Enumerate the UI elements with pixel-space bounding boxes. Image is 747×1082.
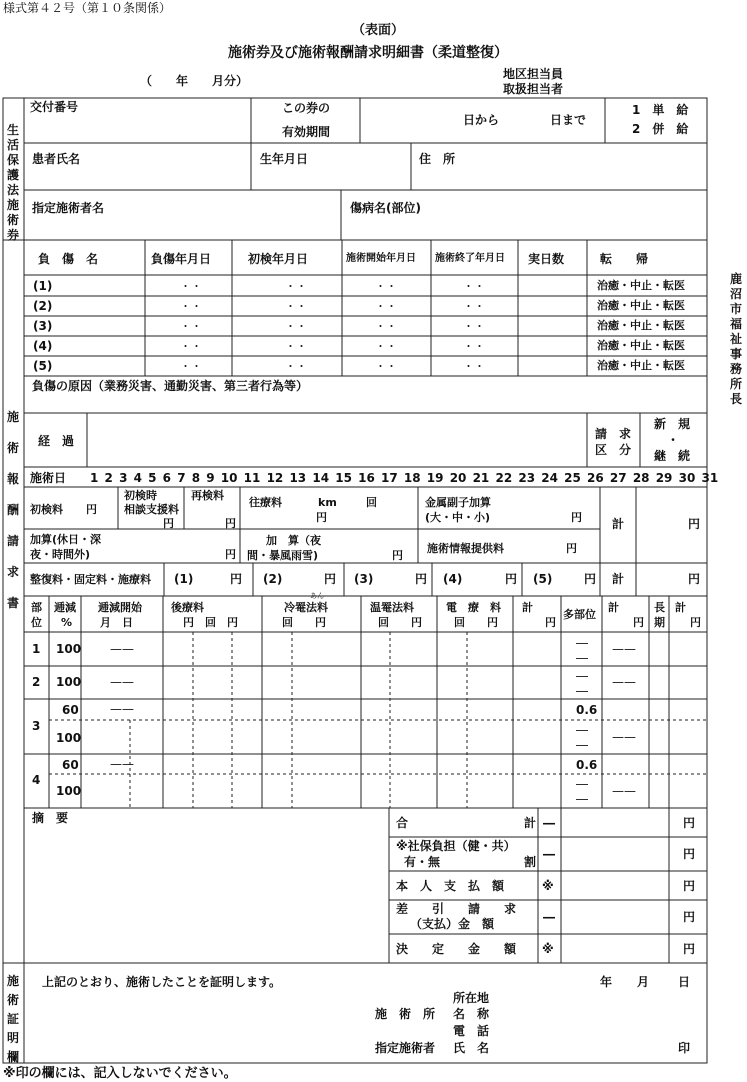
treatment-day: 2 bbox=[104, 471, 120, 485]
total-sum-label: 合 bbox=[396, 816, 409, 830]
summary-label: 摘 要 bbox=[32, 811, 69, 825]
treatment-day: 19 bbox=[426, 471, 450, 485]
date-dots: ・・ bbox=[463, 320, 485, 333]
date-dots: ・・ bbox=[180, 320, 202, 333]
injury-name-label: 傷病名(部位) bbox=[350, 201, 421, 215]
treatment-days bbox=[90, 472, 718, 484]
certificate-section-label-text: 施 術 証 明 欄 bbox=[6, 974, 19, 1064]
fixed-slot-3: (3) bbox=[354, 572, 374, 586]
dh-electro-1: 電 療 料 bbox=[446, 601, 501, 614]
dh-decrease-1: 逓減 bbox=[54, 601, 76, 614]
outcome-options: 治癒・中止・転医 bbox=[597, 319, 685, 332]
info-fee-label: 施術情報提供料 bbox=[427, 542, 504, 555]
claim-continue-label: 継 続 bbox=[654, 449, 691, 463]
claim-dot: ・ bbox=[667, 433, 680, 447]
header-first-exam-date: 初検年月日 bbox=[248, 252, 309, 266]
dh-long-total-1: 計 bbox=[675, 601, 686, 614]
valid-period-label-1: この券の bbox=[282, 101, 331, 115]
decided-amount-label: 決 定 金 額 bbox=[396, 942, 517, 956]
header-outcome: 転 帰 bbox=[600, 252, 649, 266]
part-row-3-multi: 0.6 bbox=[576, 703, 598, 717]
header-start-date: 施術開始年月日 bbox=[346, 253, 416, 264]
fixed-slot-5-yen: 円 bbox=[584, 572, 597, 586]
part-row-2-multi-dash: ― bbox=[576, 669, 588, 683]
dh-multi-part: 多部位 bbox=[563, 608, 596, 621]
dh-subtotal-1: 計 bbox=[522, 601, 533, 614]
ticket-section-label bbox=[6, 123, 20, 243]
seal-label: 印 bbox=[678, 1041, 691, 1055]
part-row-1-total-dash: —— bbox=[612, 642, 636, 656]
header-injury-date: 負傷年月日 bbox=[151, 252, 212, 266]
part-row-2-number: 2 bbox=[32, 675, 41, 689]
treatment-day: 3 bbox=[119, 471, 134, 485]
date-dots: ・・ bbox=[285, 300, 307, 313]
billing-period: （ 年 月分） bbox=[140, 74, 249, 88]
cert-month: 月 bbox=[637, 975, 650, 989]
dh-part-2: 位 bbox=[31, 616, 42, 629]
claim-balance-label-2: （支払）金 額 bbox=[410, 917, 495, 931]
dh-cold-ruby: あん bbox=[310, 592, 324, 600]
date-dots: ・・ bbox=[180, 300, 202, 313]
part-row-1-number: 1 bbox=[32, 642, 41, 656]
treatment-day: 5 bbox=[148, 471, 163, 485]
part-row-4-multi: 0.6 bbox=[576, 758, 598, 772]
part-row-3-percent-a: 60 bbox=[62, 703, 79, 717]
part-row-2-percent: 100 bbox=[56, 675, 82, 689]
dh-cold-compress-1: 冷罨法料 bbox=[284, 601, 328, 614]
handling-staff-label: 取扱担当者 bbox=[503, 82, 564, 96]
part-row-4-total-dash: —— bbox=[612, 784, 636, 798]
fixed-slot-4-yen: 円 bbox=[505, 572, 518, 586]
treatment-day: 14 bbox=[312, 471, 336, 485]
part-row-3-multi-dash: ― bbox=[576, 723, 588, 737]
house-call-fee-label: 往療料 bbox=[249, 496, 282, 509]
metal-splint-label-2: (大・中・小) bbox=[425, 511, 491, 524]
clinic-label: 施 術 所 bbox=[375, 1007, 436, 1021]
total-sum-dash: ― bbox=[543, 816, 555, 830]
welfare-office-director-text: 鹿 沼 市 福 祉 事 務 所 長 bbox=[729, 272, 742, 406]
date-dots: ・・ bbox=[463, 280, 485, 293]
fixed-fee-label: 整復料・固定料・施療料 bbox=[30, 573, 151, 586]
first-visit-fee-label: 初検料 bbox=[30, 503, 63, 516]
fixed-total-label: 計 bbox=[612, 572, 625, 586]
date-dots: ・・ bbox=[285, 320, 307, 333]
date-dots: ・・ bbox=[180, 280, 202, 293]
clinic-location-label: 所在地 bbox=[453, 991, 490, 1005]
valid-period-label-2: 有効期間 bbox=[282, 125, 331, 139]
footnote: ※印の欄には、記入しないでください。 bbox=[3, 1066, 237, 1081]
form-number: 様式第４２号（第１０条関係） bbox=[3, 1, 172, 15]
welfare-office-director bbox=[729, 272, 743, 407]
insurance-share-dash: ― bbox=[543, 847, 555, 861]
clinic-phone-label: 電 話 bbox=[453, 1024, 490, 1038]
decided-amount-yen: 円 bbox=[683, 942, 696, 956]
dh-decrease-start-1: 逓減開始 bbox=[98, 601, 142, 614]
treatment-day: 23 bbox=[518, 471, 542, 485]
treatment-day: 10 bbox=[220, 471, 244, 485]
combined-benefit-label: 2 併 給 bbox=[632, 122, 689, 136]
date-dots: ・・ bbox=[463, 300, 485, 313]
metal-splint-label-1: 金属副子加算 bbox=[425, 496, 491, 509]
date-dots: ・・ bbox=[375, 340, 397, 353]
patient-name-label: 患者氏名 bbox=[32, 152, 81, 166]
dh-long-term-1: 長 bbox=[654, 601, 665, 614]
insurance-share-rate: 割 bbox=[524, 855, 537, 869]
row-number: (2) bbox=[33, 299, 53, 313]
treatment-day: 11 bbox=[243, 471, 267, 485]
part-row-4-multi-dash: ― bbox=[576, 792, 588, 806]
insurance-share-label-2: 有・無 bbox=[404, 855, 441, 869]
treatment-day: 26 bbox=[587, 471, 610, 485]
claim-class-label-1: 請 求 bbox=[595, 427, 632, 441]
injury-cause-label: 負傷の原因（業務災害、通勤災害、第三者行為等） bbox=[32, 379, 309, 393]
fixed-slot-1: (1) bbox=[174, 572, 194, 586]
treatment-day: 13 bbox=[289, 471, 313, 485]
self-pay-label: 本 人 支 払 額 bbox=[396, 879, 505, 893]
treatment-day: 6 bbox=[162, 471, 178, 485]
single-benefit-label: 1 単 給 bbox=[632, 103, 689, 117]
claim-balance-yen: 円 bbox=[683, 910, 696, 924]
treatment-day: 1 bbox=[90, 471, 105, 485]
practitioner-cert-label: 指定施術者 bbox=[375, 1041, 436, 1055]
treatment-day: 22 bbox=[495, 471, 519, 485]
treatment-day: 18 bbox=[403, 471, 427, 485]
addon-night-label-1: 加 算（夜 bbox=[266, 534, 321, 547]
header-actual-days: 実日数 bbox=[528, 252, 565, 266]
addon-holiday-label-1: 加算(休日・深 bbox=[30, 533, 102, 546]
statement-section-label bbox=[6, 402, 20, 619]
dh-warm-compress-2: 回 円 bbox=[378, 616, 422, 629]
part-row-1-multi-dash: ― bbox=[576, 651, 588, 665]
valid-from-label: 日から bbox=[463, 113, 500, 127]
treatment-day: 21 bbox=[472, 471, 496, 485]
header-injury-name: 負 傷 名 bbox=[38, 252, 99, 266]
house-call-times: 回 bbox=[366, 496, 377, 509]
part-row-3-total-dash: —— bbox=[612, 730, 636, 744]
treatment-day: 15 bbox=[335, 471, 359, 485]
date-dots: ・・ bbox=[285, 360, 307, 373]
date-dots: ・・ bbox=[285, 340, 307, 353]
date-dots: ・・ bbox=[375, 280, 397, 293]
support-fee-label-1: 初検時 bbox=[124, 489, 157, 502]
dh-after-treatment-1: 後療料 bbox=[171, 601, 204, 614]
insurance-share-yen: 円 bbox=[683, 847, 696, 861]
district-staff-label: 地区担当員 bbox=[503, 67, 564, 81]
dh-warm-compress-1: 温罨法料 bbox=[370, 601, 414, 614]
part-row-4-percent-b: 100 bbox=[56, 784, 82, 798]
part-row-4-dash: —— bbox=[110, 757, 134, 771]
outcome-options: 治癒・中止・転医 bbox=[597, 359, 685, 372]
row-number: (1) bbox=[33, 279, 53, 293]
addon-holiday-label-2: 夜・時間外) bbox=[30, 548, 91, 561]
treatment-day: 9 bbox=[206, 471, 221, 485]
claim-new-label: 新 規 bbox=[654, 417, 691, 431]
part-row-4-multi-dash: ― bbox=[576, 777, 588, 791]
metal-splint-yen: 円 bbox=[571, 511, 582, 524]
treatment-day: 25 bbox=[564, 471, 588, 485]
row-number: (3) bbox=[33, 319, 53, 333]
date-dots: ・・ bbox=[463, 360, 485, 373]
date-dots: ・・ bbox=[285, 280, 307, 293]
cert-year: 年 bbox=[600, 975, 613, 989]
dh-after-treatment-2: 円 回 円 bbox=[183, 616, 238, 629]
dh-long-term-2: 期 bbox=[654, 616, 665, 629]
date-dots: ・・ bbox=[375, 320, 397, 333]
part-row-1-percent: 100 bbox=[56, 642, 82, 656]
part-row-3-dash: —— bbox=[110, 702, 134, 716]
part-row-4-percent-a: 60 bbox=[62, 758, 79, 772]
info-fee-yen: 円 bbox=[566, 542, 577, 555]
treatment-days-label: 施術日 bbox=[30, 471, 67, 485]
insurance-share-label-1: ※社保負担（健・共） bbox=[396, 839, 516, 853]
treatment-day: 4 bbox=[133, 471, 149, 485]
addon-holiday-yen: 円 bbox=[225, 548, 236, 561]
issue-number-label: 交付番号 bbox=[30, 100, 79, 114]
self-pay-yen: 円 bbox=[683, 879, 696, 893]
treatment-day: 27 bbox=[609, 471, 633, 485]
form-title: 施術券及び施術報酬請求明細書（柔道整復） bbox=[228, 45, 508, 61]
treatment-day: 24 bbox=[541, 471, 565, 485]
certificate-statement: 上記のとおり、施術したことを証明します。 bbox=[42, 975, 282, 989]
fixed-slot-1-yen: 円 bbox=[230, 572, 243, 586]
claim-balance-dash: ― bbox=[543, 910, 555, 924]
house-call-yen: 円 bbox=[316, 511, 327, 524]
part-row-2-multi-dash: ― bbox=[576, 684, 588, 698]
dh-multi-total-1: 計 bbox=[608, 601, 619, 614]
cert-day: 日 bbox=[678, 975, 691, 989]
total-sum-label-right: 計 bbox=[524, 816, 537, 830]
statement-section-label-text: 施 術 報 酬 請 求 書 bbox=[6, 410, 19, 610]
claim-class-label-2: 区 分 bbox=[595, 443, 632, 457]
treatment-day: 30 bbox=[678, 471, 702, 485]
part-row-2-total-dash: —— bbox=[612, 675, 636, 689]
support-fee-label-2: 相談支援料 bbox=[124, 503, 179, 516]
treatment-day: 8 bbox=[191, 471, 207, 485]
fixed-total-yen: 円 bbox=[688, 572, 701, 586]
fixed-slot-5: (5) bbox=[533, 572, 553, 586]
treatment-day: 17 bbox=[381, 471, 404, 485]
dh-decrease-2: % bbox=[61, 616, 73, 629]
self-pay-star: ※ bbox=[542, 879, 554, 893]
date-dots: ・・ bbox=[180, 360, 202, 373]
clinic-name-label: 名 称 bbox=[453, 1007, 490, 1021]
row-number: (5) bbox=[33, 359, 53, 373]
dh-subtotal-2: 円 bbox=[545, 616, 556, 629]
ticket-section-label-text: 生 活 保 護 法 施 術 券 bbox=[6, 123, 19, 242]
address-label: 住 所 bbox=[419, 152, 456, 166]
dh-decrease-start-2: 月 日 bbox=[100, 616, 133, 629]
date-dots: ・・ bbox=[463, 340, 485, 353]
outcome-options: 治癒・中止・転医 bbox=[597, 279, 685, 292]
dh-multi-total-2: 円 bbox=[633, 616, 644, 629]
practitioner-label: 指定施術者名 bbox=[32, 201, 105, 215]
treatment-day: 28 bbox=[632, 471, 656, 485]
addon-night-yen: 円 bbox=[392, 549, 403, 562]
treatment-day: 31 bbox=[701, 471, 719, 485]
recheck-fee-label: 再検料 bbox=[191, 489, 224, 502]
claim-balance-label-1: 差 引 請 求 bbox=[396, 902, 517, 916]
fee-total-yen: 円 bbox=[688, 517, 701, 531]
decided-amount-star: ※ bbox=[542, 942, 554, 956]
treatment-day: 12 bbox=[266, 471, 290, 485]
treatment-day: 16 bbox=[358, 471, 382, 485]
row-number: (4) bbox=[33, 339, 53, 353]
part-row-4-number: 4 bbox=[32, 773, 41, 787]
treatment-day: 7 bbox=[177, 471, 192, 485]
fixed-slot-2-yen: 円 bbox=[324, 572, 337, 586]
part-row-3-percent-b: 100 bbox=[56, 731, 82, 745]
birthdate-label: 生年月日 bbox=[260, 152, 309, 166]
outcome-options: 治癒・中止・転医 bbox=[597, 339, 685, 352]
fixed-slot-3-yen: 円 bbox=[415, 572, 428, 586]
practitioner-name-label: 氏 名 bbox=[453, 1041, 490, 1055]
part-row-1-dash: —— bbox=[110, 642, 134, 656]
fixed-slot-4: (4) bbox=[443, 572, 463, 586]
treatment-day: 29 bbox=[655, 471, 679, 485]
date-dots: ・・ bbox=[375, 360, 397, 373]
side-label: （表面） bbox=[352, 23, 405, 38]
part-row-3-number: 3 bbox=[32, 719, 41, 733]
date-dots: ・・ bbox=[375, 300, 397, 313]
total-sum-yen: 円 bbox=[683, 816, 696, 830]
addon-night-label-2: 間・暴風雨雪) bbox=[247, 549, 319, 562]
certificate-section-label bbox=[6, 972, 20, 1067]
recheck-fee-yen: 円 bbox=[225, 517, 236, 530]
part-row-2-dash: —— bbox=[110, 675, 134, 689]
treatment-day: 20 bbox=[449, 471, 473, 485]
dh-cold-compress-2: 回 円 bbox=[282, 616, 326, 629]
house-call-km: km bbox=[318, 496, 337, 509]
dh-electro-2: 回 円 bbox=[454, 616, 498, 629]
valid-to-label: 日まで bbox=[550, 113, 587, 127]
dh-part-1: 部 bbox=[31, 601, 42, 614]
support-fee-yen: 円 bbox=[163, 517, 174, 530]
first-visit-fee-yen: 円 bbox=[86, 503, 97, 516]
fixed-slot-2: (2) bbox=[263, 572, 283, 586]
fee-total-label: 計 bbox=[612, 517, 625, 531]
date-dots: ・・ bbox=[180, 340, 202, 353]
outcome-options: 治癒・中止・転医 bbox=[597, 299, 685, 312]
part-row-1-multi-dash: ― bbox=[576, 636, 588, 650]
progress-label: 経 過 bbox=[38, 434, 75, 448]
part-row-3-multi-dash: ― bbox=[576, 738, 588, 752]
header-end-date: 施術終了年月日 bbox=[435, 253, 505, 264]
dh-long-total-2: 円 bbox=[690, 616, 701, 629]
